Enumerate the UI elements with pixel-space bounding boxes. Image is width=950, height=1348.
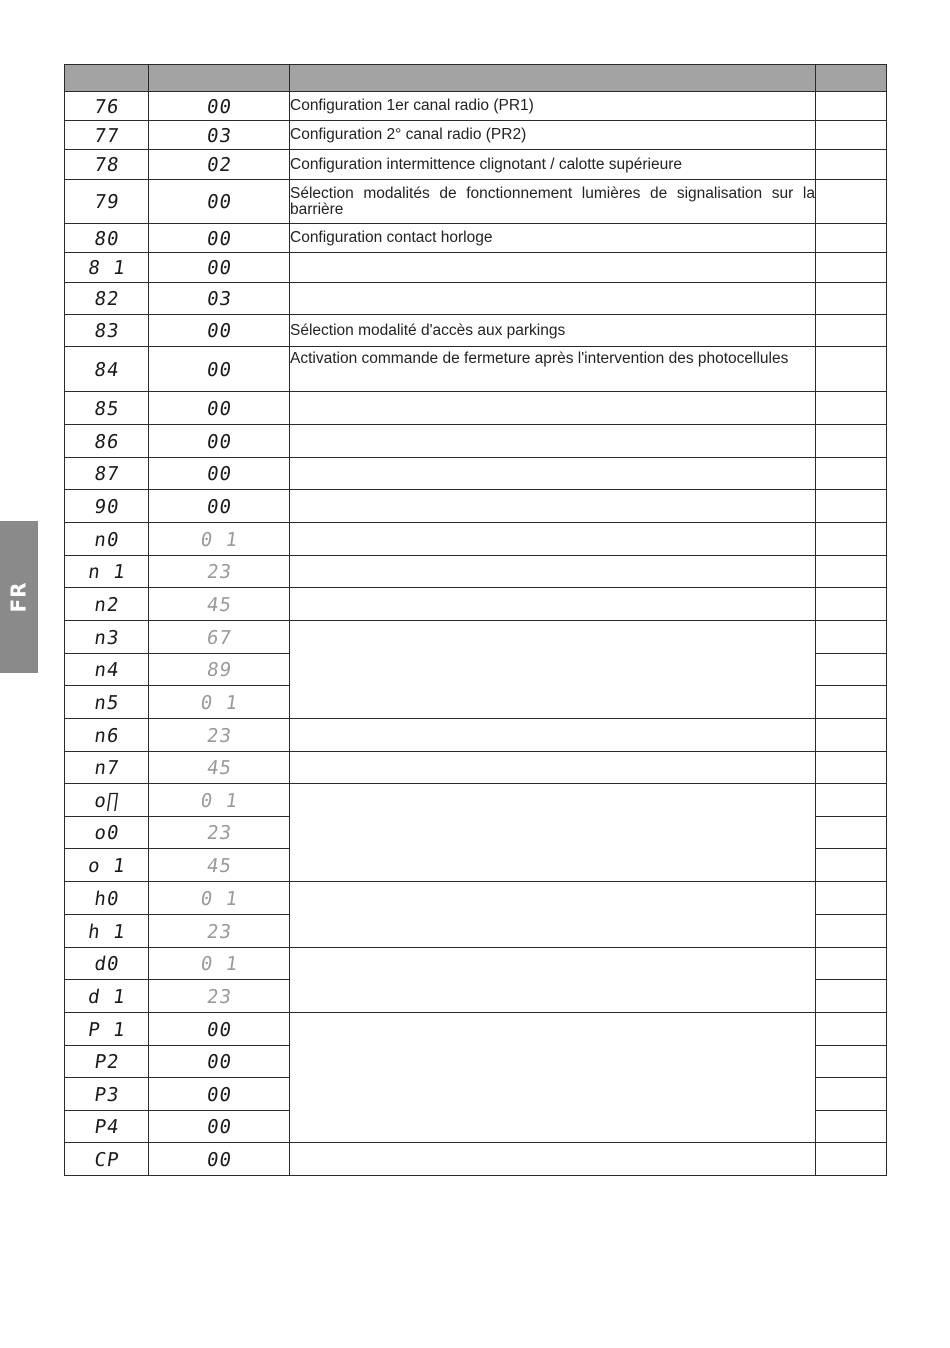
param-description (290, 588, 816, 621)
table-row (65, 588, 887, 621)
table-row (65, 253, 887, 283)
param-code: o∏ (62, 784, 151, 817)
table-row (65, 1143, 887, 1176)
extra-cell (816, 1013, 887, 1046)
param-value: 0 1 (146, 686, 292, 719)
param-value: 0 1 (146, 784, 292, 817)
param-description (290, 556, 816, 588)
extra-cell (816, 588, 887, 621)
param-description: Configuration 1er canal radio (PR1) (290, 92, 816, 121)
param-code: h0 (62, 882, 151, 915)
extra-cell (816, 1046, 887, 1078)
param-code: n2 (62, 588, 151, 621)
extra-cell (816, 948, 887, 980)
param-value: 23 (146, 915, 292, 948)
table-row (65, 719, 887, 752)
table-row (65, 621, 887, 654)
table-row (65, 224, 887, 253)
param-code: P2 (62, 1046, 150, 1078)
param-code: h 1 (62, 915, 151, 948)
param-value: 45 (146, 588, 292, 621)
param-value: 03 (146, 121, 291, 150)
param-code: P 1 (62, 1013, 151, 1046)
param-code: 85 (62, 392, 151, 425)
param-value: 00 (146, 224, 291, 253)
extra-cell (816, 150, 887, 180)
param-description (290, 458, 816, 490)
parameters-table (64, 64, 887, 1176)
table-row (65, 948, 887, 980)
param-code: n6 (62, 719, 151, 752)
param-description: Activation commande de fermeture après l'intervention des photocellules (290, 347, 816, 392)
param-value: 45 (146, 752, 291, 784)
param-description: Configuration 2° canal radio (PR2) (290, 121, 816, 150)
param-value: 23 (146, 556, 291, 588)
param-code: 83 (62, 315, 150, 347)
extra-cell (816, 121, 887, 150)
param-code: 77 (62, 121, 150, 150)
language-tab (0, 521, 38, 673)
param-value: 23 (146, 719, 292, 752)
param-value: 23 (146, 817, 291, 849)
param-description (290, 392, 816, 425)
table-row (65, 425, 887, 458)
table-header-row (65, 65, 887, 92)
param-code: d0 (62, 948, 150, 980)
param-description (290, 490, 816, 523)
extra-cell (816, 686, 887, 719)
table-row (65, 283, 887, 315)
param-value: 0 1 (146, 882, 292, 915)
param-description (290, 719, 816, 752)
param-value: 00 (146, 315, 291, 347)
extra-cell (816, 654, 887, 686)
param-code: P3 (62, 1078, 151, 1111)
extra-cell (816, 180, 887, 224)
extra-cell (816, 490, 887, 523)
param-description (290, 425, 816, 458)
table-row (65, 150, 887, 180)
param-code: 78 (62, 150, 150, 180)
param-code: P4 (62, 1111, 150, 1143)
param-value: 00 (145, 180, 292, 224)
param-value: 00 (145, 347, 292, 392)
param-code: 86 (62, 425, 151, 458)
extra-cell (816, 980, 887, 1013)
param-code: n5 (62, 686, 151, 719)
param-description (290, 1143, 816, 1176)
param-description (290, 283, 816, 315)
table-row (65, 556, 887, 588)
param-value: 00 (146, 1013, 292, 1046)
param-description: Sélection modalité d'accès aux parkings (290, 315, 816, 347)
param-code: o 1 (62, 849, 151, 882)
param-code: d 1 (62, 980, 151, 1013)
table-row (65, 180, 887, 224)
param-code: 80 (62, 224, 150, 253)
extra-cell (816, 719, 887, 752)
extra-cell (816, 1143, 887, 1176)
extra-cell (816, 92, 887, 121)
param-value: 00 (146, 392, 292, 425)
param-code: 79 (61, 180, 151, 224)
extra-cell (816, 224, 887, 253)
param-value: 00 (146, 490, 292, 523)
param-value: 00 (146, 425, 292, 458)
table-row (65, 523, 887, 556)
extra-cell (816, 347, 887, 392)
param-code: 76 (62, 92, 150, 121)
param-description (290, 784, 816, 882)
param-description (290, 1013, 816, 1143)
extra-cell (816, 523, 887, 556)
param-code: n0 (62, 523, 151, 556)
param-value: 00 (146, 1143, 292, 1176)
param-value: 23 (146, 980, 292, 1013)
param-description (290, 621, 816, 719)
param-description: Configuration contact horloge (290, 224, 816, 253)
extra-cell (816, 458, 887, 490)
table-row (65, 121, 887, 150)
param-value: 89 (146, 654, 291, 686)
param-value: 00 (146, 253, 291, 283)
param-value: 00 (146, 92, 291, 121)
param-value: 45 (146, 849, 292, 882)
param-description (290, 523, 816, 556)
extra-cell (816, 1078, 887, 1111)
param-code: 87 (62, 458, 150, 490)
param-code: 82 (62, 283, 150, 315)
extra-cell (816, 315, 887, 347)
extra-cell (816, 425, 887, 458)
param-value: 00 (146, 458, 291, 490)
param-code: n7 (62, 752, 150, 784)
table-row (65, 315, 887, 347)
extra-cell (816, 752, 887, 784)
param-value: 00 (146, 1078, 292, 1111)
extra-cell (816, 882, 887, 915)
param-value: 0 1 (146, 523, 292, 556)
header-cell-extra (816, 65, 887, 92)
extra-cell (816, 1111, 887, 1143)
param-code: n 1 (62, 556, 150, 588)
table-row (65, 784, 887, 817)
header-cell-code (65, 65, 149, 92)
param-code: 84 (61, 347, 151, 392)
extra-cell (816, 817, 887, 849)
param-code: 90 (62, 490, 151, 523)
extra-cell (816, 849, 887, 882)
extra-cell (816, 283, 887, 315)
param-value: 00 (146, 1111, 291, 1143)
param-code: CP (62, 1143, 151, 1176)
table-row (65, 882, 887, 915)
extra-cell (816, 621, 887, 654)
extra-cell (816, 915, 887, 948)
extra-cell (816, 253, 887, 283)
table-row (65, 752, 887, 784)
extra-cell (816, 556, 887, 588)
param-code: n3 (62, 621, 151, 654)
param-code: n4 (62, 654, 150, 686)
param-code: 8 1 (62, 253, 150, 283)
param-description (290, 752, 816, 784)
extra-cell (816, 784, 887, 817)
param-value: 67 (146, 621, 292, 654)
language-tab-label: FR (7, 581, 31, 613)
table-row (65, 1013, 887, 1046)
extra-cell (816, 392, 887, 425)
param-description: Configuration intermittence clignotant / calotte supérieure (290, 150, 816, 180)
param-code: o0 (62, 817, 150, 849)
param-value: 00 (146, 1046, 291, 1078)
table-row (65, 347, 887, 392)
param-description (290, 253, 816, 283)
param-value: 0 1 (146, 948, 291, 980)
param-value: 02 (146, 150, 291, 180)
table-row (65, 392, 887, 425)
table-row (65, 458, 887, 490)
param-description (290, 948, 816, 1013)
header-cell-value (149, 65, 290, 92)
param-value: 03 (146, 283, 291, 315)
header-cell-description (290, 65, 816, 92)
param-description (290, 882, 816, 948)
table-row (65, 490, 887, 523)
param-description: Sélection modalités de fonctionnement lumières de signalisation sur la barrière (290, 180, 816, 224)
table-row (65, 92, 887, 121)
